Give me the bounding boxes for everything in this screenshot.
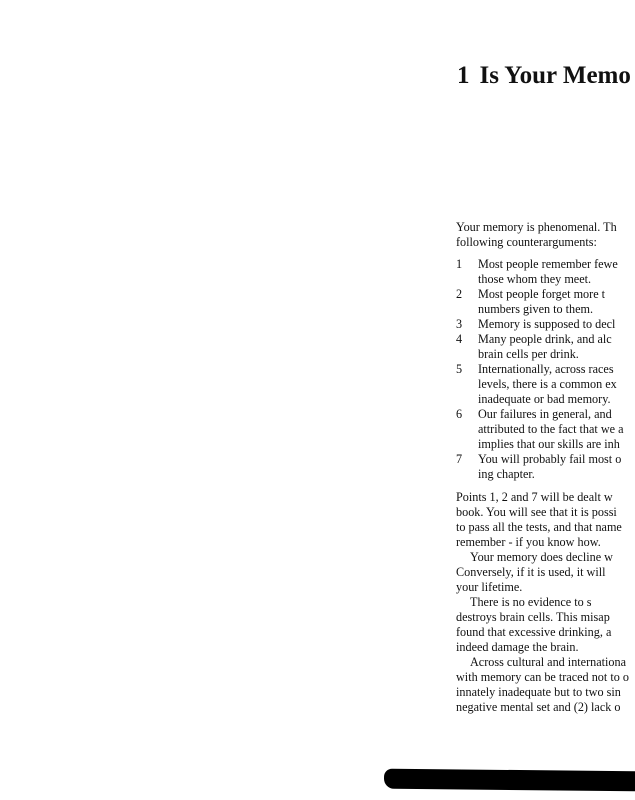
paragraph-line: found that excessive drinking, a [456, 625, 612, 639]
body-paragraphs [456, 490, 635, 715]
paragraph-line: Your memory does decline w [470, 550, 613, 564]
list-item-line: inadequate or bad memory. [478, 392, 611, 406]
paragraph-line: Conversely, if it is used, it will [456, 565, 606, 579]
list-item-number: 3 [456, 317, 463, 331]
list-item [456, 257, 624, 287]
list-item-number: 7 [456, 452, 463, 466]
paragraph-line: book. You will see that it is possi [456, 505, 617, 519]
chapter-title-text: Is Your Memo [479, 62, 631, 89]
intro-line: Your memory is phenomenal. Th [456, 220, 617, 234]
list-item-number: 2 [456, 287, 463, 301]
list-item-line: Our failures in general, and [478, 407, 612, 421]
list-item-line: Memory is supposed to decl [478, 317, 616, 331]
paragraph-line: negative mental set and (2) lack o [456, 700, 621, 714]
list-item-line: attributed to the fact that we a [478, 422, 624, 436]
list-item-line: numbers given to them. [478, 302, 594, 316]
list-item [456, 287, 624, 317]
list-item-line: brain cells per drink. [478, 347, 579, 361]
intro-paragraph [456, 220, 617, 250]
list-item [456, 332, 624, 362]
list-item-line: ing chapter. [478, 467, 535, 481]
paragraph-line: innately inadequate but to two sin [456, 685, 621, 699]
list-item-number: 1 [456, 257, 463, 271]
paragraph-line: There is no evidence to s [470, 595, 592, 609]
list-item-line: Internationally, across races [478, 362, 614, 376]
intro-line: following counterarguments: [456, 235, 597, 249]
chapter-number: 1 [457, 62, 470, 89]
paragraph-line: to pass all the tests, and that name [456, 520, 622, 534]
paragraph-line: your lifetime. [456, 580, 523, 594]
list-item-line: Most people remember fewe [478, 257, 618, 271]
list-item [456, 452, 624, 482]
paragraph-line: indeed damage the brain. [456, 640, 579, 654]
list-item-line: Most people forget more t [478, 287, 606, 301]
counterarguments-list [456, 257, 624, 482]
list-item-line: levels, there is a common ex [478, 377, 617, 391]
list-item [456, 362, 624, 407]
chapter-heading [457, 60, 631, 92]
paragraph-line: destroys brain cells. This misap [456, 610, 610, 624]
list-item-number: 4 [456, 332, 463, 346]
paragraph-line: Points 1, 2 and 7 will be dealt w [456, 490, 613, 504]
list-item-line: those whom they meet. [478, 272, 592, 286]
list-item-number: 5 [456, 362, 463, 376]
list-item-line: implies that our skills are inh [478, 437, 620, 451]
list-item [456, 407, 624, 452]
paragraph-line: remember - if you know how. [456, 535, 601, 549]
list-item [456, 317, 624, 332]
paragraph-line: with memory can be traced not to o [456, 670, 629, 684]
list-item-line: Many people drink, and alc [478, 332, 612, 346]
list-item-number: 6 [456, 407, 463, 421]
paragraph-line: Across cultural and internationa [470, 655, 627, 669]
list-item-line: You will probably fail most o [478, 452, 622, 466]
scan-edge-shadow [384, 769, 635, 792]
